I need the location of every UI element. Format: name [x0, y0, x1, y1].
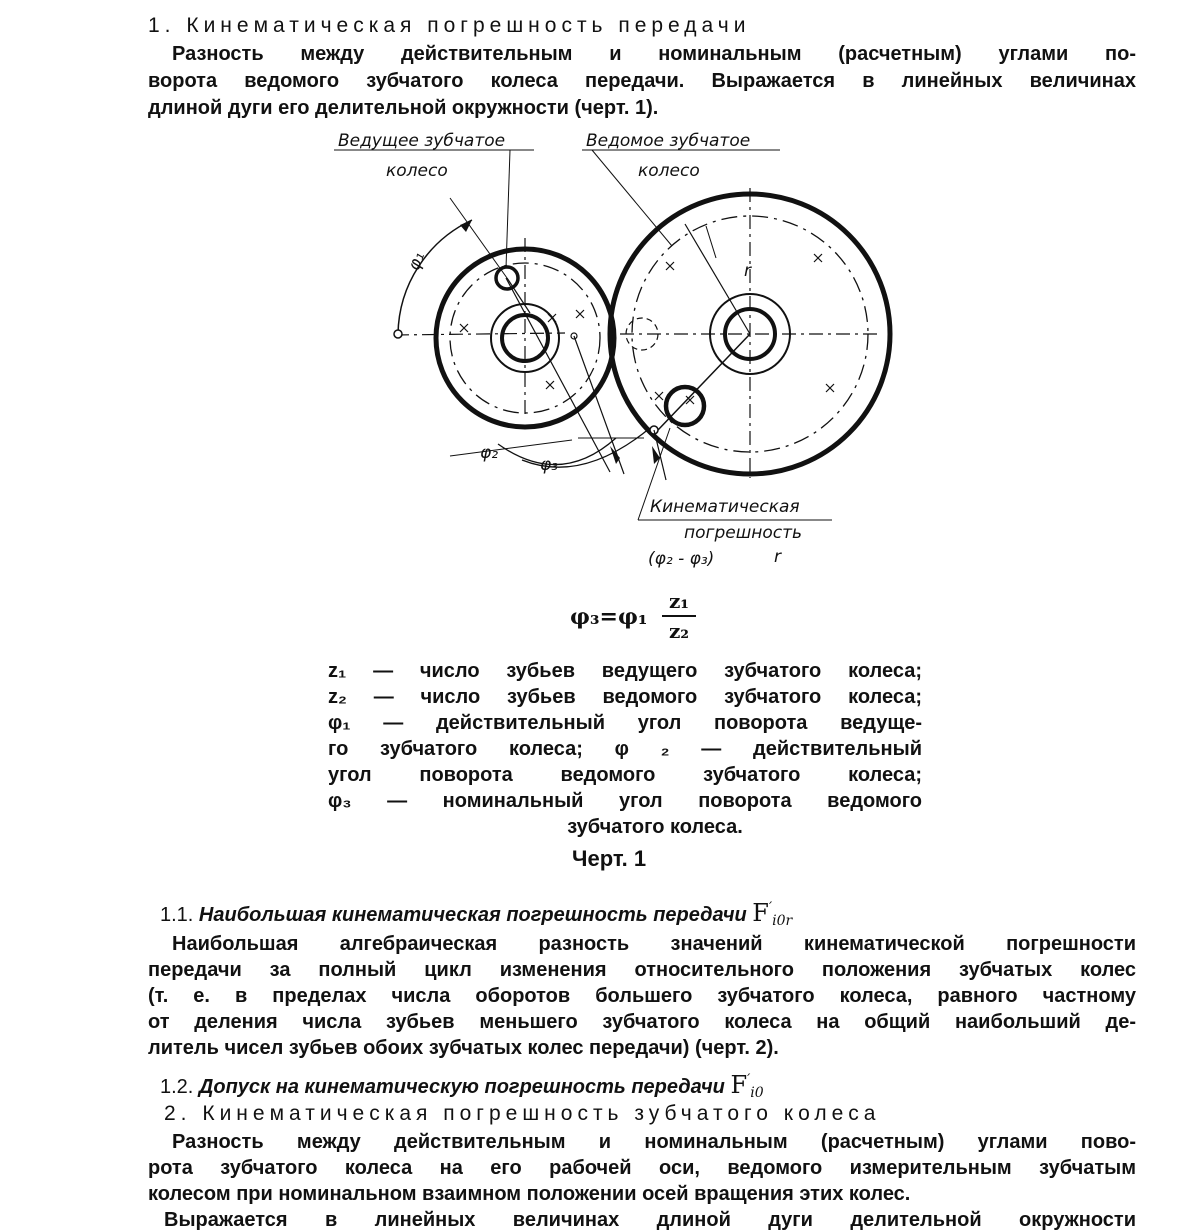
gear-pair-drawing: [320, 128, 920, 588]
label-driven-gear: Ведомое зубчатое: [586, 131, 751, 151]
formula-numerator: z₁: [668, 589, 690, 613]
figure-caption: Черт. 1: [572, 846, 647, 871]
legend-line: z₁ — число зубьев ведущего зубчатого колеса;: [328, 660, 922, 682]
section-1-2-heading: [160, 1068, 764, 1105]
legend-line: φ₁ — действительный угол поворота ведуще-: [328, 712, 922, 734]
label-error-radius: r: [774, 547, 781, 567]
section-1-heading: 1. Кинематическая погрешность передачи: [148, 14, 751, 37]
section-2-text-line: колесом при номинальном взаимном положении осей вращения этих колес.: [148, 1183, 911, 1205]
label-driving-gear: колесо: [386, 161, 448, 181]
section-title: Допуск на кинематическую погрешность передачи: [198, 1076, 725, 1098]
driving-gear: [395, 238, 614, 427]
label-phi1: φ₁: [404, 249, 430, 274]
label-kinematic-error: погрешность: [684, 523, 803, 543]
fraction-bar: [662, 615, 696, 617]
section-1-1-heading: [160, 896, 792, 933]
legend-line: z₂ — число зубьев ведомого зубчатого колеса;: [328, 686, 922, 708]
section-1-1-text-line: (т. е. в пределах числа оборотов большего зубчатого колеса, равного частному: [148, 985, 1136, 1007]
label-radius: r: [744, 261, 751, 281]
section-2-text-line: рота зубчатого колеса на его рабочей оси, ведомого измерительным зубчатым: [148, 1157, 1136, 1179]
label-kinematic-error: Кинематическая: [650, 497, 800, 517]
section-2-heading: 2. Кинематическая погрешность зубчатого колеса: [164, 1102, 881, 1125]
figure-legend: [328, 658, 922, 840]
legend-line: зубчатого колеса.: [567, 816, 743, 838]
symbol-subscript: i0r: [772, 913, 793, 929]
symbol-letter: F: [730, 1071, 748, 1099]
section-number: 1.1.: [160, 904, 194, 926]
label-phi2: φ₂: [480, 443, 499, 463]
legend-line: φ₃ — номинальный угол поворота ведомого: [328, 790, 922, 812]
section-1-1-text-line: литель чисел зубьев обоих зубчатых колес передачи) (черт. 2).: [148, 1037, 779, 1059]
label-kinematic-error: (φ₂ - φ₃): [648, 549, 715, 569]
section-title: Наибольшая кинематическая погрешность передачи: [198, 904, 747, 926]
formula-lhs: φ₃=φ₁: [570, 604, 648, 630]
section-1-text-line: длиной дуги его делительной окружности (черт. 1).: [148, 97, 659, 119]
formula-fraction: [662, 588, 696, 644]
formula-denominator: z₂: [668, 619, 690, 643]
label-driving-gear: Ведущее зубчатое: [338, 131, 506, 151]
symbol-fi0: [730, 1071, 763, 1099]
symbol-prime: ′: [768, 900, 773, 916]
driven-gear: [610, 188, 890, 478]
legend-line: го зубчатого колеса; φ ₂ — действительный: [328, 738, 922, 760]
section-2-text-line: Выражается в линейных величинах длиной дуги делительной окружности: [164, 1209, 1136, 1231]
section-1-1-text-line: передачи за полный цикл изменения относительного положения зубчатых колес: [148, 959, 1136, 981]
label-phi3: φ₃: [540, 455, 559, 475]
section-number: 1.2.: [160, 1076, 194, 1098]
symbol-letter: F: [752, 899, 769, 927]
gear-ratio-formula: [570, 588, 710, 648]
section-1-1-text-line: от деления числа зубьев меньшего зубчатого колеса на общий наибольший де-: [148, 1011, 1136, 1033]
label-driven-gear: колесо: [638, 161, 700, 181]
section-2-text-line: Разность между действительным и номинальным (расчетным) углами пово-: [172, 1131, 1136, 1153]
section-1-text-line: Разность между действительным и номинальным (расчетным) углами по-: [172, 43, 1136, 65]
symbol-fi0r: [752, 899, 792, 927]
section-1-text-line: ворота ведомого зубчатого колеса передачи. Выражается в линейных величинах: [148, 70, 1136, 92]
legend-line: угол поворота ведомого зубчатого колеса;: [328, 764, 922, 786]
section-1-1-text-line: Наибольшая алгебраическая разность значений кинематической погрешности: [172, 933, 1136, 955]
symbol-prime: ′: [747, 1072, 751, 1088]
symbol-subscript: i0: [750, 1085, 764, 1101]
